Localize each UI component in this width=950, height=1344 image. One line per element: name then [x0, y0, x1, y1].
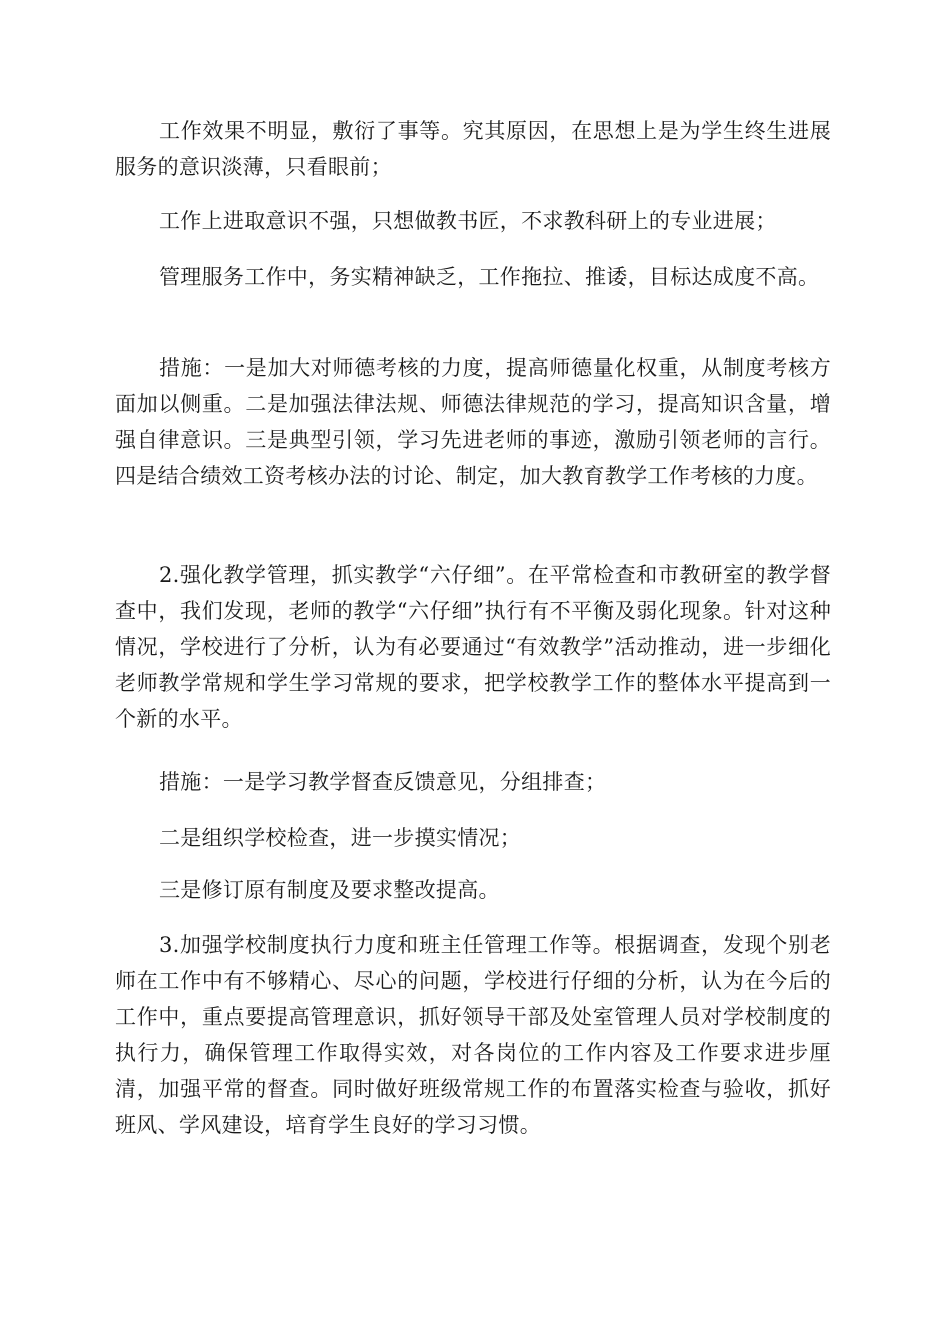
paragraph-measure-two: 二是组织学校检查，进一步摸实情况； — [159, 826, 522, 850]
paragraph-system-execution: 3.加强学校制度执行力度和班主任管理工作等。根据调查，发现个别老师在工作中有不够精心、尽心的问题，学校进行仔细的分析，认为在今后的工作中，重点要提高管理意识，抓好领导干部及处室管理人员对学校制度的执行力，确保管理工作取得实效，对各岗位的工作内容及工作要求进步厘清，加强平常的督查。同时做好班级常规工作的布置落实检查与验收，抓好班风、学风建设，培育学生良好的学习习惯。 — [115, 933, 831, 1137]
paragraph-work-effect: 工作效果不明显，敷衍了事等。究其原因，在思想上是为学生终生进展服务的意识淡薄，只看眼前； — [115, 119, 831, 179]
paragraph-measure-one: 措施：一是学习教学督查反馈意见，分组排查； — [159, 770, 607, 794]
paragraph-measure-three: 三是修订原有制度及要求整改提高。 — [159, 878, 500, 902]
paragraph-teaching-management: 2.强化教学管理，抓实教学“六仔细”。在平常检查和市教研室的教学督查中，我们发现，老师的教学“六仔细”执行有不平衡及弱化现象。针对这种情况，学校进行了分析，认为有必要通过“有效教学”活动推动，进一步细化老师教学常规和学生学习常规的要求，把学校教学工作的整体水平提高到一个新的水平。 — [115, 563, 831, 731]
paragraph-measures-ethics: 措施：一是加大对师德考核的力度，提高师德量化权重，从制度考核方面加以侧重。二是加强法律法规、师德法律规范的学习，提高知识含量，增强自律意识。三是典型引领，学习先进老师的事迹，激励引领老师的言行。四是结合绩效工资考核办法的讨论、制定，加大教育教学工作考核的力度。 — [115, 356, 831, 488]
paragraph-progress-awareness: 工作上进取意识不强，只想做教书匠，不求教科研上的专业进展； — [159, 209, 777, 233]
paragraph-management-service: 管理服务工作中，务实精神缺乏，工作拖拉、推诿，目标达成度不高。 — [159, 265, 820, 289]
